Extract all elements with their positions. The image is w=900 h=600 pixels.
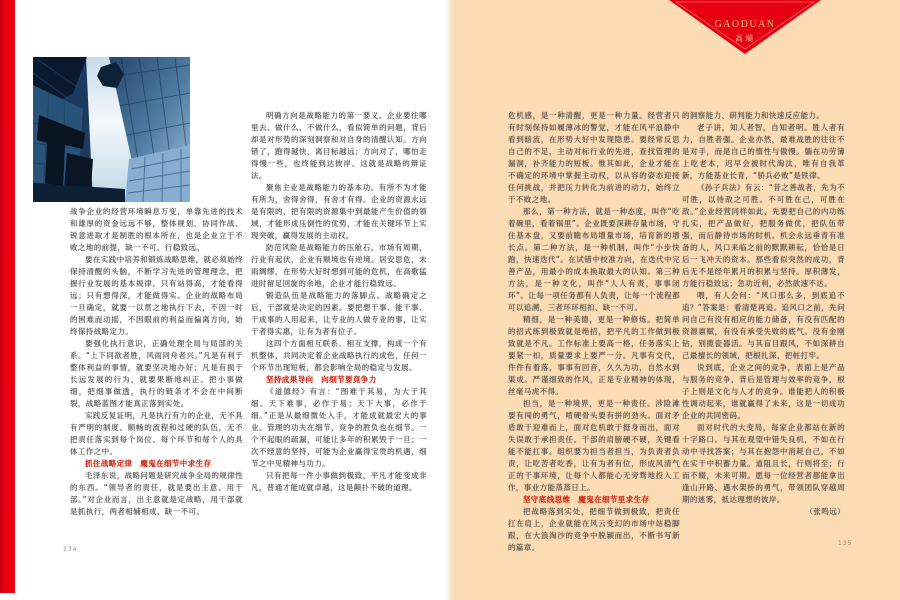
left-page-column-1 [70,206,243,518]
paragraph: 危机感，是一种清醒，更是一种力量。经营者只有时刻保持如履薄冰的警觉，才能在风平浪静中看到暗流，在形势大好中发现隐患。要经常反思自己的不足，主动对标行业的先进，查找管理的漏洞，补齐能力的短板。惟其如此，企业才能在不确定的环境中掌握主动权，以从容的姿态迎接任何挑战，并把压力转化为前进的动力，始终立于不败之地。 [508,111,680,204]
paragraph: 要在实践中培养和锻炼战略思维，就必须始终保持清醒的头脑，不断学习先进的管理理念，把握行业发展的基本规律。只有站得高，才能看得远；只有想得深，才能做得实。企业的战略布局一旦确定，就要一以贯之地执行下去，不因一时的困难而动摇，不因眼前的利益而偏离方向，始终保持战略定力。 [70,255,243,336]
byline: （张鸣远） [805,507,845,516]
skyscraper-photo [33,57,190,202]
paragraph: 明确方向是战略能力的第一要义。企业要往哪里去、做什么、不做什么，看似简单的问题，背后却是对形势的深刻洞察和对自身的清醒认知。方向错了，跑得越快，离目标越远；方向对了，哪怕走得慢一些，也终能到达彼岸。这就是战略的辩证法。 [251,111,427,180]
right-page-number: 135 [838,540,853,547]
paragraph: 要强化执行意识，正确处理全局与局部的关系。“上下同欲者胜，风雨同舟者兴。”凡是有利于整体利益的事情，就要坚决地办好；凡是有损于长远发展的行为，就要果断地纠正。把小事做细，把细事做透，执行的链条才不会在中间断裂，战略蓝图才能真正落到实处。 [70,339,243,408]
left-page-column-2 [251,110,427,494]
skyscraper-photo-graphic [33,57,190,202]
banner-title-cn: 高端 [735,34,755,43]
paragraph: 实践反复证明，凡是执行有力的企业，无不具有严明的制度、顺畅的流程和过硬的队伍，无不把责任落实到每个岗位、每个环节和每个人的具体工作之中。 [70,411,243,456]
paragraph: 把战略落到实处，把细节做到极致，把责任扛在肩上，企业就能在风云变幻的市场中站稳脚跟，在大浪淘沙的竞争中脱颖而出，不断书写新的篇章。 [508,507,680,552]
banner-title-en: GAODUAN [714,19,776,30]
paragraph: 聚焦主业是战略能力的基本功。有所不为才能有所为，舍得舍得，有舍才有得。企业的资源永远是有限的，把有限的资源集中到最能产生价值的领域，才能形成压倒性的优势，才能在关键环节上实现突破，赢得发展的主动权。 [251,183,427,240]
paragraph: 喂，有人会问：“风口那么多，到底追不追？”答案是：看清楚再追。追风口之前，先问问自己有没有相应的能力储备，有没有匹配的资源禀赋，有没有承受失败的底气。没有金刚钻，别揽瓷器活。与其盲目跟风，不如深耕自己最擅长的领域，把根扎深、把桩打牢。 [682,291,845,360]
paragraph: 那么，第一种方法，就是一种态度，叫作“吃着碗里，看着锅里”。企业既要深耕存量市场，守住基本盘，又要前瞻布局增量市场，培育新的增长点。第二种方法，是一种机制，叫作“小步快跑，快速迭代”。在试错中校准方向，在迭代中完善产品，用最小的成本换取最大的认知。第三种方法，是一种文化，叫作“人人有责，事事闭环”。让每一项任务都有人负责，让每一个流程都可以追溯，三者环环相扣、缺一不可。 [508,207,680,312]
paragraph: 这四个方面相互联系、相互支撑，构成一个有机整体，共同决定着企业战略执行的成色，任何一个环节出现短板，都会影响全局的稳定与发展。 [251,339,427,372]
left-page [15,0,450,600]
paragraph: 面对时代的大变局，每家企业都站在新的十字路口。与其在观望中错失良机，不如在行动中寻找答案；与其在抱怨中消耗自己，不如在实干中积蓄力量。道阻且长，行则将至；行而不辍，未来可期。愿每一位经营者都能拿出逢山开路、遇水架桥的勇气，带领团队穿越周期的迷雾，抵达理想的彼岸。 [682,423,845,504]
right-page-column-2 [682,110,845,518]
gaoduan-corner-banner [669,0,821,56]
paragraph: 战争企业的经营环境瞬息万变，单靠先进的技术和雄厚的资金远远不够，整体规划、协同作战、锐意进取才是制胜的根本所在，也是企业立于不败之地的前提，缺一不可、行稳致远。 [70,207,243,252]
left-red-accent-bar [0,0,15,593]
paragraph: 《孙子兵法》有云：“昔之善战者，先为不可胜，以待敌之可胜。不可胜在己，可胜在敌。”企业经营同样如此，先要把自己的内功练扎实，把产品做好，把服务做优，把队伍带强，而后静待市场的时机。机会永远垂青有准备的人，风口来临之前的默默耕耘，恰恰是日后一飞冲天的资本。那些看似突然的成功，背后无不是经年累月的积累与坚持。厚积薄发，方能行稳致远；急功近利，必然欲速不达。 [682,183,845,288]
paragraph: 《道德经》有言：“图难于其易，为大于其细。天下难事，必作于易；天下大事，必作于细。”正是从最细微处入手，才能成就最宏大的事业。管理的功夫在细节，竞争的胜负也在细节。一个不起眼的疏漏，可能让多年的积累毁于一旦；一次不经意的坚持，可能为企业赢得宝贵的机遇，细节之中见精神与功力。 [251,387,427,468]
red-subheading: 坚持成果导向 向细节要竞争力 [266,375,377,384]
right-page-column-1 [508,110,680,554]
paragraph: 老子讲，知人者智，自知者明。胜人者有力，自胜者强。企业亦然，最难战胜的往往不是对手，而是自己的惰性与傲慢。躺在功劳簿上吃老本，迟早会被时代淘汰，唯有自我革新，方能基业长青，“骄兵必败”是铁律。 [682,123,845,180]
paragraph: 锻造队伍是战略能力的落脚点。战略确定之后，干部就是决定的因素。要把想干事、能干事、干成事的人用起来，让专业的人做专业的事，让实干者得实惠，让有为者有位子。 [251,291,427,336]
paragraph: 只有把每一件小事做到极致，平凡才能变成非凡，普通才能成就卓越，这是颠扑不破的道理。 [251,471,427,492]
red-subheading: 抓住战略定律 魔鬼在细节中求生存 [85,459,212,468]
paragraph: 的洞察能力、研判能力和快速反应能力。 [682,111,825,120]
left-page-number: 134 [63,546,78,553]
paragraph: 毛泽东说，战略问题是研究战争全局的规律性的东西。“领导者的责任，就是要出主意、用干部。”对企业而言，出主意就是定战略，用干部就是抓执行，两者相辅相成、缺一不可。 [70,471,243,516]
paragraph: 说到底，企业之间的竞争，表面上是产品与服务的竞争，背后是管理与效率的竞争，根子上则是文化与人才的竞争。谁能把人的积极性调动起来，谁就赢得了未来，这是一切成功企业的共同密码。 [682,363,845,420]
paragraph: 担当，是一种境界，更是一种责任。涉险滩要有闯的勇气，啃硬骨头要有拼的劲头。面对矛盾敢于迎难而上，面对危机敢于挺身而出，面对失误敢于承担责任。干部的肩膀硬不硬，关键看能不能扛事。组织要为担当者担当，为负责者负责，让吃苦者吃香，让有为者有位，形成风清气正的干事环境，让每个人都能心无旁骛地投入工作，事业方能蒸蒸日上。 [508,399,680,492]
paragraph: 精细，是一种美德，更是一种修炼。把简单的招式练到极致就是绝招，把平凡的工作做到极致就是不凡。工作标准上要高一格，任务落实上要紧一扣，质量要求上要严一分。凡事有交代，件件有着落，事事有回音，久久为功，自然水到渠成。严谨细致的作风，正是专业精神的体现，丝毫马虎不得。 [508,315,680,396]
red-subheading: 坚守底线思维 魔鬼在细节里求生存 [523,495,650,504]
paragraph: 防范风险是战略能力的压舱石。市场有周期，行业有起伏，企业有顺境也有逆境。居安思危，未雨绸缪，在形势大好时想到可能的危机，在高歌猛进时留足回旋的余地，企业才能行稳致远。 [251,243,427,288]
